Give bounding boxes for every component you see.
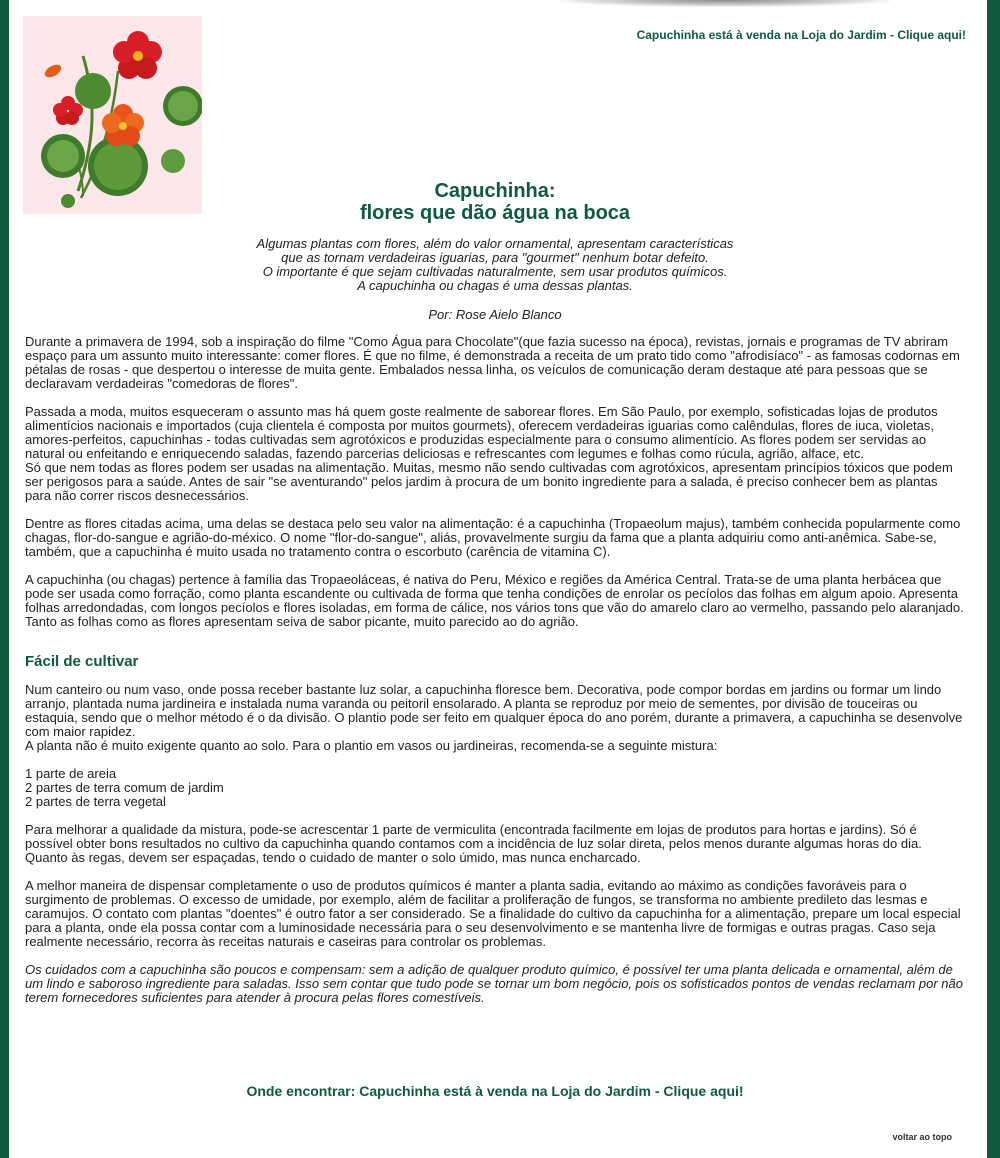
bottom-store-link[interactable]: Onde encontrar: Capuchinha está à venda na Loja do Jardim - Clique aqui!	[246, 1083, 744, 1099]
intro-line: O importante é que sejam cultivadas naturalmente, sem usar produtos químicos.	[262, 264, 728, 279]
intro-line: A capuchinha ou chagas é uma dessas plantas.	[357, 278, 633, 293]
article-paragraph: Passada a moda, muitos esqueceram o assunto mas há quem goste realmente de saborear flores. Em São Paulo, por exemplo, sofisticadas lojas de produtos alimentícios nacionais e importados (cuja clientela é composta por muitos gourmets), oferecem verdadeiras iguarias como calêndulas, flores de iuca, violetas, amores-perfeitos, capuchinhas - todas cultivadas sem agrotóxicos e produzidas especialmente para o consumo alimentício. As flores podem ser servidas ao natural ou enfeitando e enriquecendo saladas, fazendo parcerias deliciosas e refrescantes com legumes e folhas como rúcula, agrião, alface, etc.	[25, 404, 938, 461]
article-paragraph: Durante a primavera de 1994, sob a inspiração do filme "Como Água para Chocolate"(que fazia sucesso na época), revistas, jornais e programas de TV abriram espaço para um assunto muito interessante: comer flores. É que no filme, é demonstrada a receita de um prato tido como "afrodisíaco" - as famosas codornas em pétalas de rosas - que despertou o interesse de muita gente. Embalados nessa linha, os veículos de comunicação deram destaque até para pessoas que se declaravam verdadeiras "comedoras de flores".	[25, 334, 960, 391]
article-paragraph: A capuchinha (ou chagas) pertence à família das Tropaeoláceas, é nativa do Peru, México e regiões da América Central. Trata-se de uma planta herbácea que pode ser usada como forração, como planta escandente ou cultivada de forma que tenha condições de enrolar os pecíolos das folhas em algum apoio. Apresenta folhas arredondadas, com longos pecíolos e flores isoladas, em forma de cálice, nos vários tons que vão do amarelo claro ao vermelho, passando pelo alaranjado. Tanto as folhas como as flores apresentam seiva de sabor picante, muito parecido ao do agrião.	[25, 572, 964, 629]
intro-line: Algumas plantas com flores, além do valor ornamental, apresentam características	[256, 236, 734, 251]
article-paragraph: Só que nem todas as flores podem ser usadas na alimentação. Muitas, mesmo não sendo cultivadas com agrotóxicos, apresentam princípios tóxicos que podem ser perigosos para a saúde. Antes de sair "se aventurando" pelos jardim à procura de um bonito ingrediente para a salada, é preciso conhecer bem as plantas para não correr riscos desnecessários.	[25, 460, 953, 503]
intro-text	[25, 237, 965, 293]
top-store-link[interactable]: Capuchinha está à venda na Loja do Jardim - Clique aqui!	[636, 28, 966, 42]
right-frame-border	[987, 0, 1000, 1158]
author-byline: Por: Rose Aielo Blanco	[428, 307, 562, 322]
left-frame-border	[0, 0, 9, 1158]
article-paragraph: Dentre as flores citadas acima, uma delas se destaca pelo seu valor na alimentação: é a capuchinha (Tropaeolum majus), também conhecida popularmente como chagas, flor-do-sangue e agrião-do-méxico. O nome "flor-do-sangue", aliás, provavelmente surgiu da fama que a planta adquiriu como anti-anêmica. Sabe-se, também, que a capuchinha é muito usada no tratamento contra o escorbuto (carência de vitamina C).	[25, 516, 961, 559]
back-to-top-link[interactable]: voltar ao topo	[892, 1132, 952, 1142]
mixture-list	[25, 767, 965, 809]
section-title-cultivation: Fácil de cultivar	[25, 653, 139, 670]
article-body	[25, 335, 965, 1019]
mixture-item: 1 parte de areia	[25, 766, 117, 781]
article-paragraph: Para melhorar a qualidade da mistura, pode-se acrescentar 1 parte de vermiculita (encontrada facilmente em lojas de produtos para hortas e jardins). Só é possível obter bons resultados no cultivo da capuchinha quando contamos com a incidência de luz solar direta, pelos menos durante algumas horas do dia. Quanto às regas, devem ser espaçadas, tendo o cuidado de manter o solo úmido, mas nunca encharcado.	[25, 822, 922, 865]
top-shadow-decoration	[560, 0, 890, 7]
page-title	[25, 180, 965, 224]
closing-italic-paragraph: Os cuidados com a capuchinha são poucos e compensam: sem a adição de qualquer produto químico, é possível ter uma planta delicada e ornamental, além de um lindo e saboroso ingrediente para saladas. Isso sem contar que tudo pode se tornar um bom negócio, pois os sofisticados pontos de vendas reclamam por não terem fornecedores suficientes para atender à procura pelas flores comestíveis.	[25, 962, 963, 1005]
article-paragraph: A melhor maneira de dispensar completamente o uso de produtos químicos é manter a planta sadia, evitando ao máximo as condições favoráveis para o surgimento de problemas. O excesso de umidade, por exemplo, além de facilitar a proliferação de fungos, se transforma no ambiente predileto das lesmas e caramujos. O contato com plantas "doentes" é outro fator a ser considerado. Se a finalidade do cultivo da capuchinha for a alimentação, prepare um local especial para a planta, onde ela possa contar com a luminosidade necessária para o seu desenvolvimento e se mantenha livre de formigas e outras pragas. Caso seja realmente necessário, recorra às receitas naturais e caseiras para controlar os problemas.	[25, 878, 961, 949]
article-paragraph: Num canteiro ou num vaso, onde possa receber bastante luz solar, a capuchinha floresce bem. Decorativa, pode compor bordas em jardins ou formar um lindo arranjo, plantada numa jardineira e instalada numa varanda ou peitoril ensolarado. A planta se reproduz por meio de sementes, por divisão de touceiras ou estaquia, sendo que o melhor método é o da divisão. O plantio pode ser feito em qualquer época do ano porém, durante a primavera, a capuchinha se desenvolve com maior rapidez.	[25, 682, 963, 739]
mixture-item: 2 partes de terra vegetal	[25, 794, 166, 809]
mixture-item: 2 partes de terra comum de jardim	[25, 780, 224, 795]
article-paragraph: A planta não é muito exigente quanto ao solo. Para o plantio em vasos ou jardineiras, recomenda-se a seguinte mistura:	[25, 738, 718, 753]
intro-line: que as tornam verdadeiras iguarias, para "gourmet" nenhum botar defeito.	[281, 250, 709, 265]
title-line-1: Capuchinha:	[434, 180, 556, 202]
title-line-2: flores que dão água na boca	[359, 202, 631, 224]
